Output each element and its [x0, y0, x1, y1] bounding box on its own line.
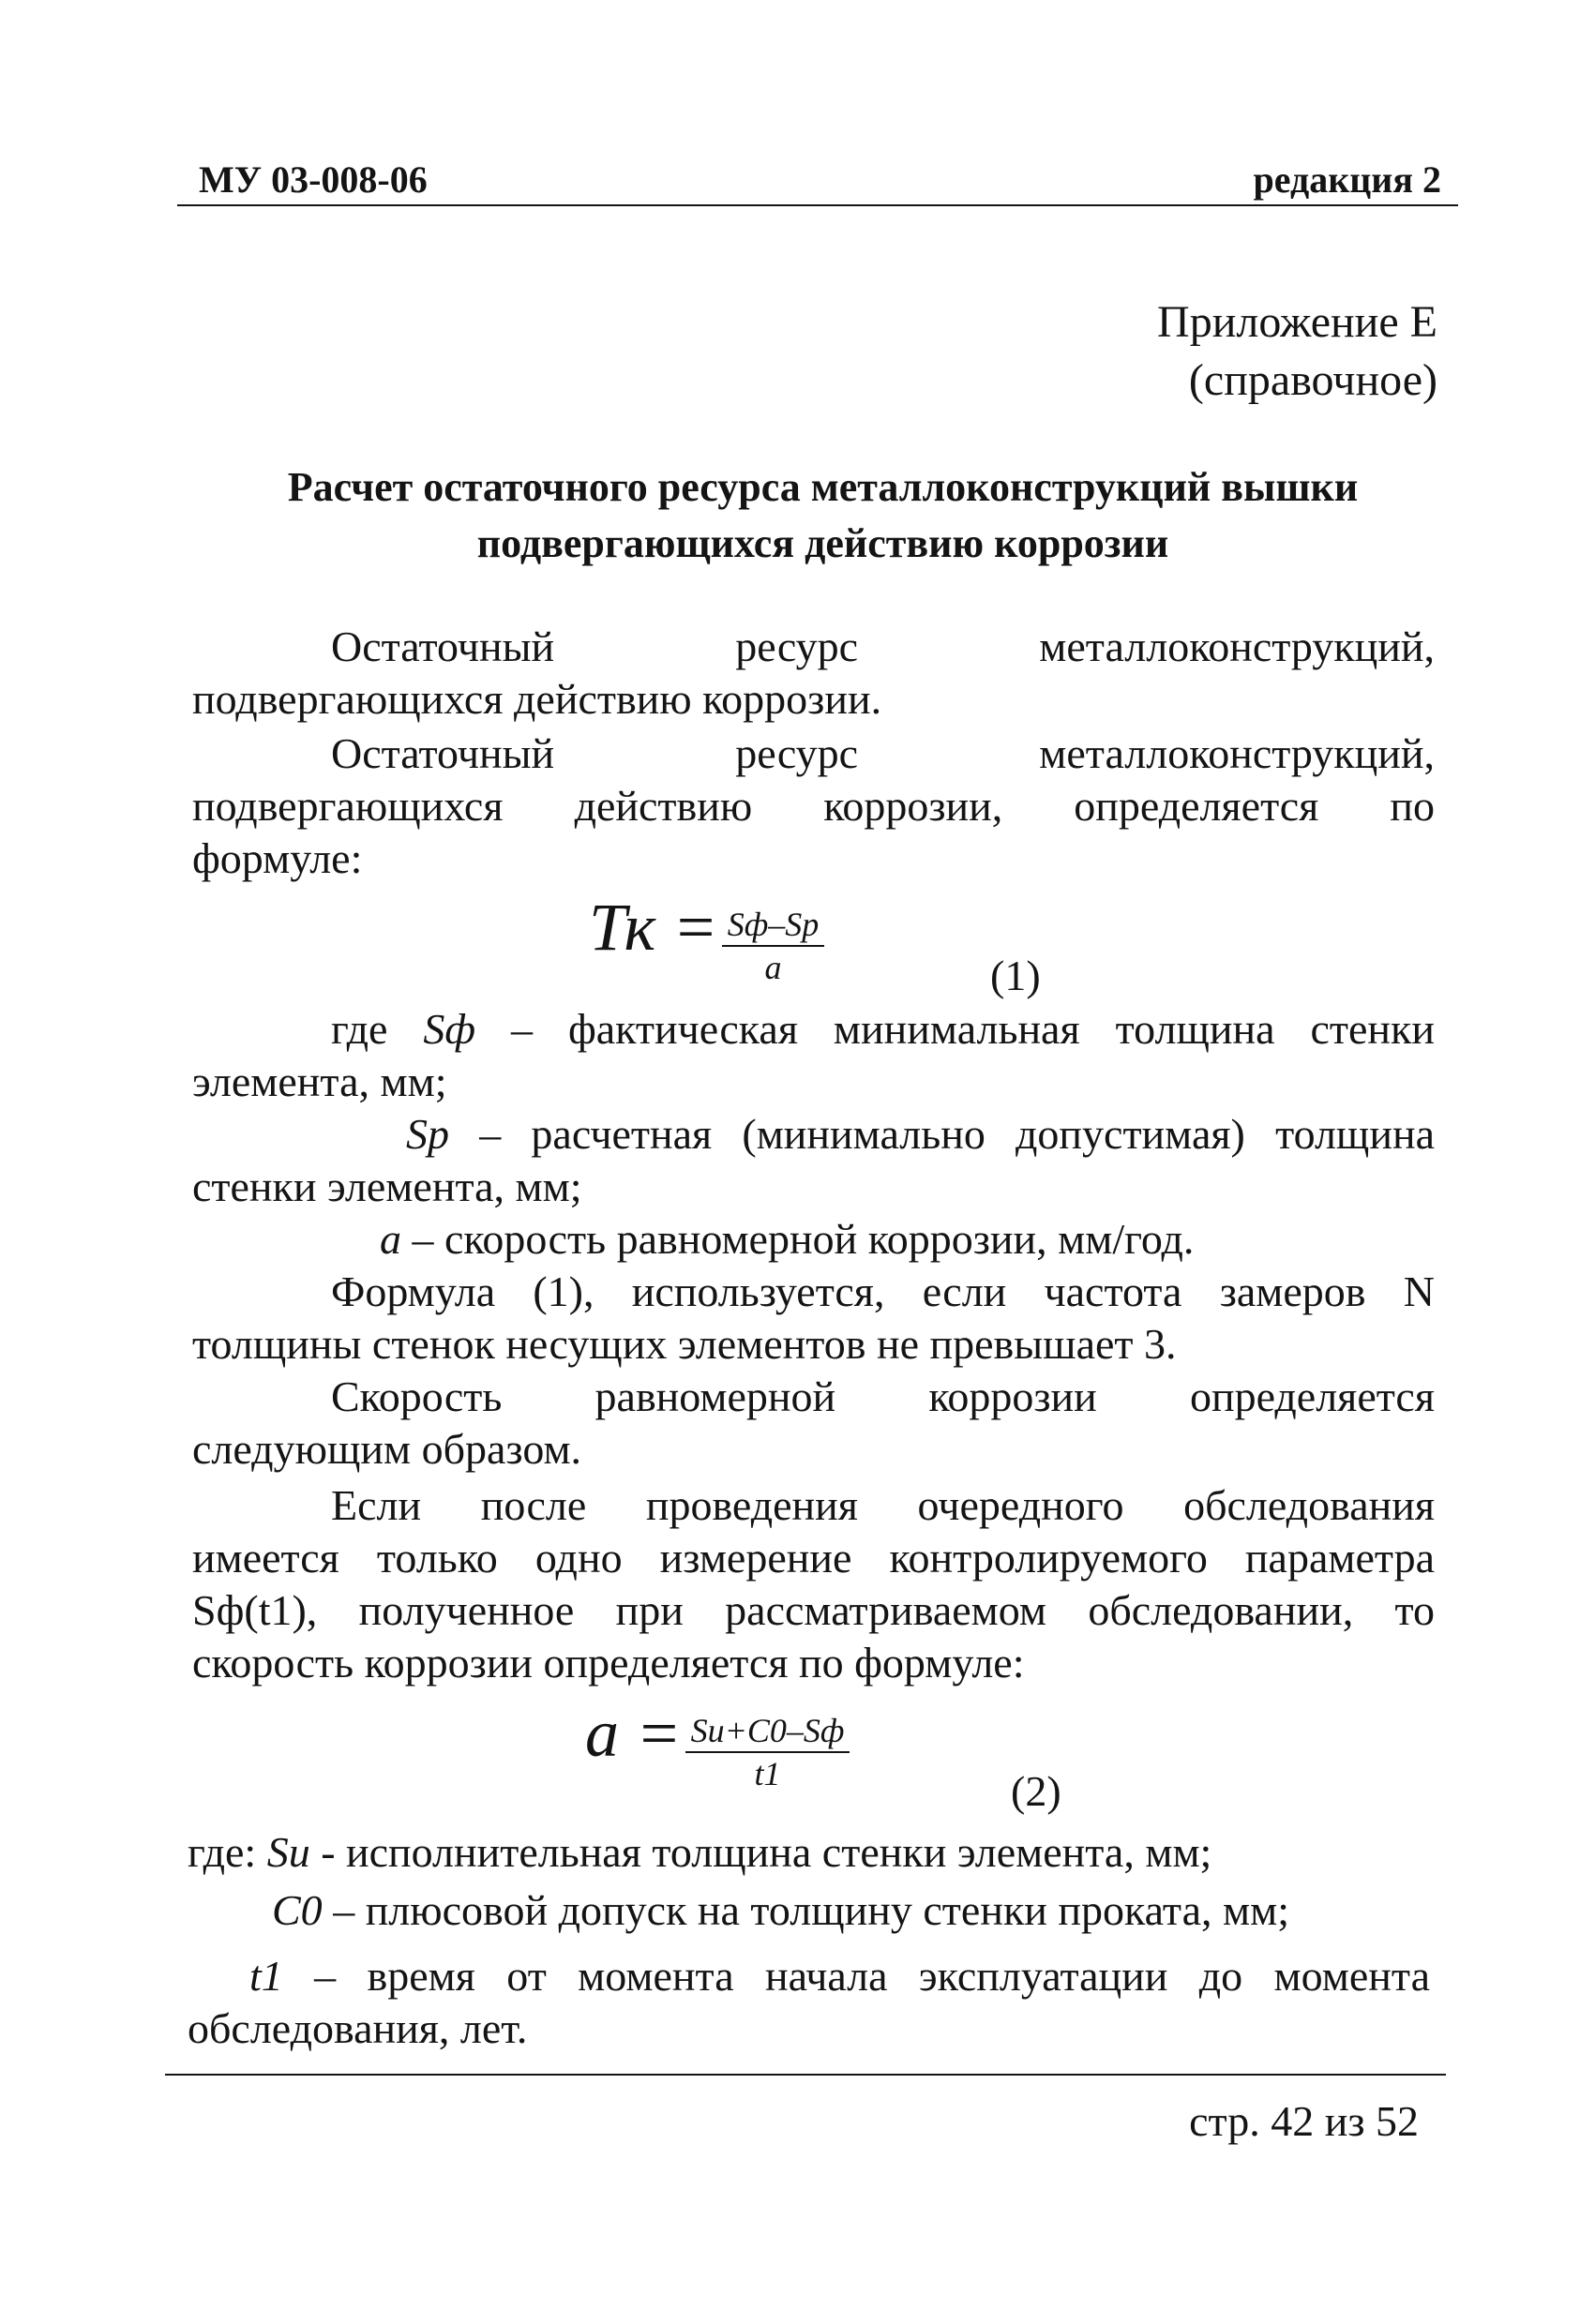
text-line: Остаточный ресурс металлоконструкций, — [331, 729, 1435, 777]
legend-line — [188, 1826, 1430, 1879]
formula-2-legend — [188, 1826, 1430, 2055]
formula-2-number: (2) — [1011, 1767, 1061, 1815]
formula-2-numerator: Su+C0–Sф — [685, 1710, 850, 1753]
section-title-line1: Расчет остаточного ресурса металлоконструкций вышки — [287, 464, 1359, 510]
section-title — [188, 459, 1458, 572]
paragraph-2 — [192, 727, 1435, 885]
symbol-sp: Sp — [406, 1110, 449, 1158]
formula-1-denominator: a — [764, 949, 782, 987]
text-line: Остаточный ресурс металлоконструкций, — [331, 622, 1435, 670]
section-title-line2: подвергающихся действию коррозии — [476, 520, 1169, 566]
document-code: МУ 03-008-06 — [199, 158, 428, 201]
paragraph-4 — [192, 1371, 1435, 1476]
appendix-type: (справочное) — [1188, 355, 1437, 405]
formula-1-fraction — [722, 904, 825, 988]
text-line: Если после проведения очередного обследования — [331, 1481, 1435, 1529]
symbol-su: Su — [266, 1828, 310, 1876]
formula-2 — [585, 1695, 850, 1794]
appendix-label — [1157, 293, 1437, 410]
page-number: стр. 42 из 52 — [1189, 2097, 1419, 2145]
text-line: Sф(t1), полученное при рассматриваемом обследовании, то — [192, 1586, 1435, 1634]
text-line: подвергающихся действию коррозии. — [192, 675, 882, 723]
symbol-t1: t1 — [249, 1952, 283, 2000]
formula-1-number: (1) — [990, 952, 1041, 999]
legend-prefix: где — [331, 1005, 424, 1053]
paragraph-3 — [192, 1266, 1435, 1371]
legend-text: – время от момента начала эксплуатации до момента — [282, 1952, 1430, 2000]
legend-text: - исполнительная толщина стенки элемента, мм; — [309, 1828, 1212, 1876]
text-line: обследования, лет. — [188, 2004, 528, 2052]
text-line: подвергающихся действию коррозии, определяется по — [192, 782, 1435, 830]
symbol-c0: C0 — [272, 1886, 323, 1934]
legend-line — [192, 1108, 1435, 1161]
formula-1-numerator: Sф–Sp — [722, 904, 825, 947]
footer-divider — [165, 2074, 1446, 2076]
legend-line — [192, 1213, 1435, 1266]
legend-line — [188, 1884, 1430, 1937]
legend-text: – фактическая минимальная толщина стенки — [475, 1005, 1435, 1053]
formula-1 — [589, 889, 824, 988]
header-divider — [177, 204, 1458, 206]
legend-line — [188, 1950, 1430, 2002]
text-line: следующим образом. — [192, 1425, 582, 1473]
legend-text: – расчетная (минимально допустимая) толщина — [449, 1110, 1435, 1158]
legend-text: – плюсовой допуск на толщину стенки проката, мм; — [322, 1886, 1289, 1934]
symbol-a: a — [380, 1215, 401, 1263]
paragraph-5 — [192, 1479, 1435, 1689]
legend-line — [192, 1003, 1435, 1056]
formula-1-legend — [192, 1003, 1435, 1266]
text-line: стенки элемента, мм; — [192, 1162, 582, 1210]
legend-text: – скорость равномерной коррозии, мм/год. — [401, 1215, 1195, 1263]
text-line: формуле: — [192, 834, 363, 882]
text-line: Формула (1), используется, если частота замеров N — [331, 1267, 1435, 1315]
text-line: элемента, мм; — [192, 1057, 447, 1105]
symbol-sf: Sф — [423, 1005, 476, 1053]
text-line: скорость коррозии определяется по формуле: — [192, 1639, 1025, 1687]
text-line: Скорость равномерной коррозии определяется — [331, 1372, 1435, 1420]
formula-2-denominator: t1 — [754, 1755, 781, 1793]
paragraph-1 — [192, 621, 1435, 726]
text-line: имеется только одно измерение контролируемого параметра — [192, 1534, 1435, 1582]
formula-1-lhs: Тк = — [589, 890, 718, 965]
formula-2-fraction — [685, 1710, 850, 1794]
edition-label: редакция 2 — [1253, 158, 1441, 201]
appendix-title: Приложение Е — [1157, 297, 1437, 347]
legend-prefix: где: — [188, 1828, 267, 1876]
formula-2-lhs: a = — [585, 1696, 682, 1771]
text-line: толщины стенок несущих элементов не превышает 3. — [192, 1320, 1177, 1368]
